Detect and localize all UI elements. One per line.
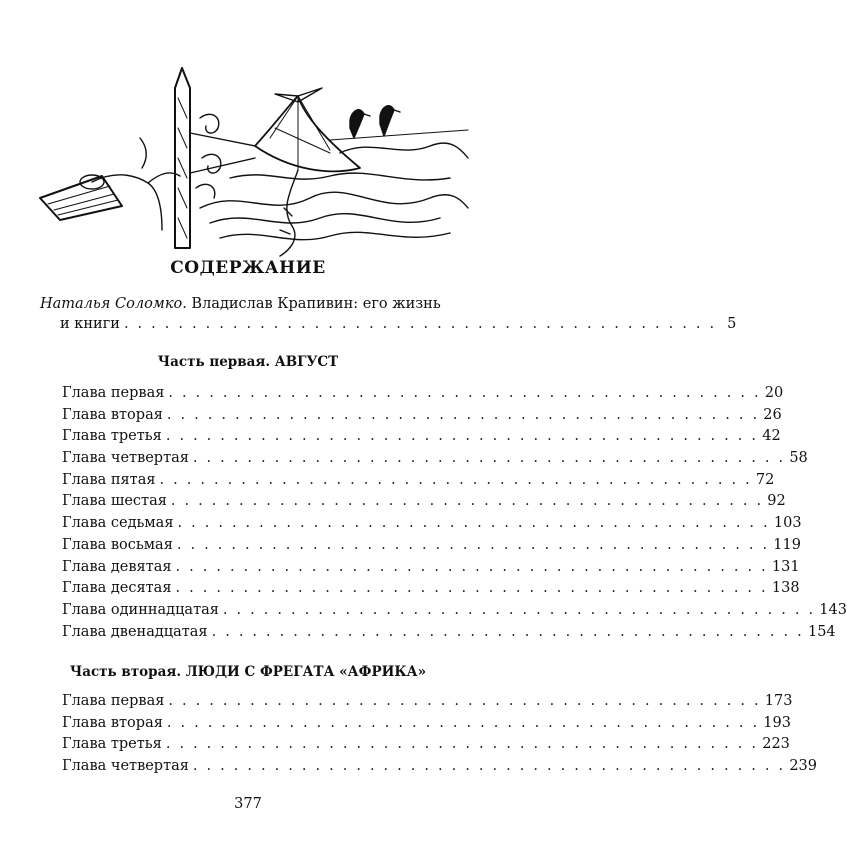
chapter-title: Глава пятая <box>62 471 156 488</box>
part-1-chapter-entry <box>62 493 786 515</box>
chapter-title: Глава вторая <box>62 714 163 731</box>
chapter-page-number: 72 <box>755 471 775 488</box>
chapter-page-number: 154 <box>807 623 836 640</box>
chapter-page-number: 26 <box>763 406 782 423</box>
intro-line-1 <box>40 292 440 316</box>
part-1-chapter-entry <box>62 623 836 646</box>
part-1-chapter-list <box>62 385 847 645</box>
part-2-chapter-entry <box>62 736 790 758</box>
page-number: 377 <box>234 796 262 812</box>
part-1-heading: Часть первая. АВГУСТ <box>157 354 339 370</box>
leader-dots: . . . . . . . . . . . . . . . . . . . . . . . . . . . . . . . . . . . . . . . . . . . . <box>170 493 764 510</box>
chapter-page-number: 143 <box>819 601 847 618</box>
part-2-chapter-list <box>62 693 817 780</box>
intro-page-number: 5 <box>727 316 737 332</box>
intro-entry <box>40 292 737 340</box>
chapter-page-number: 103 <box>773 515 802 532</box>
leader-dots: . . . . . . . . . . . . . . . . . . . . . . . . . . . . . . . . . . . . . . . . . . . . <box>165 428 759 445</box>
intro-title-continued: и книги <box>60 316 120 332</box>
leader-dots: . . . . . . . . . . . . . . . . . . . . . . . . . . . . . . . . . . . . . . . . . . . . <box>159 471 752 488</box>
chapter-title: Глава вторая <box>62 406 163 423</box>
part-2-chapter-entry <box>62 693 793 715</box>
part-1-chapter-entry <box>62 515 802 537</box>
part-1-chapter-entry <box>62 601 847 624</box>
intro-author: Наталья Соломко. <box>40 296 187 312</box>
intro-line-2 <box>40 316 737 340</box>
chapter-page-number: 138 <box>771 580 800 597</box>
chapter-title: Глава первая <box>62 385 165 401</box>
sketch-illustration-icon <box>30 58 470 258</box>
leader-dots: . . . . . . . . . . . . . . . . . . . . . . . . . . . . . . . . . . . . . . . . . . . . <box>168 385 761 401</box>
chapter-title: Глава восьмая <box>62 536 173 553</box>
chapter-page-number: 58 <box>789 450 808 467</box>
chapter-title: Глава седьмая <box>62 515 174 532</box>
intro-title-part: Владислав Крапивин: его жизнь <box>186 296 441 312</box>
leader-dots: . . . . . . . . . . . . . . . . . . . . . . . . . . . . . . . . . . . . . . . . . . . . <box>177 515 770 532</box>
chapter-page-number: 20 <box>764 385 784 401</box>
part-1-chapter-entry <box>62 450 808 472</box>
part-2-heading: Часть вторая. ЛЮДИ С ФРЕГАТА «АФРИКА» <box>69 664 427 680</box>
leader-dots: . . . . . . . . . . . . . . . . . . . . . . . . . . . . . . . . . . . . . . . . . . . . <box>175 558 768 575</box>
part-1-chapter-entry <box>62 406 782 429</box>
chapter-title: Глава десятая <box>62 580 172 597</box>
chapter-title: Глава третья <box>62 736 162 753</box>
leader-dots: . . . . . . . . . . . . . . . . . . . . . . . . . . . . . . . . . . . . . . . . . . . . <box>168 693 761 709</box>
leader-dots: . . . . . . . . . . . . . . . . . . . . . . . . . . . . . . . . . . . . . . . . . . . . <box>175 580 768 597</box>
part-1-chapter-entry <box>62 558 800 581</box>
chapter-page-number: 173 <box>764 693 793 709</box>
leader-dots: . . . . . . . . . . . . . . . . . . . . . . . . . . . . . . . . . . . . . . . . . . . . <box>166 714 760 731</box>
part-1-chapter-entry <box>62 428 781 450</box>
chapter-title: Глава шестая <box>62 493 167 510</box>
part-2-chapter-entry <box>62 714 791 737</box>
leader-dots: . . . . . . . . . . . . . . . . . . . . . . . . . . . . . . . . . . . . . . . . . . . . <box>192 758 786 775</box>
leader-dots: . . . . . . . . . . . . . . . . . . . . . . . . . . . . . . . . . . . . . . . . . . . . <box>123 316 717 332</box>
part-1-chapter-entry <box>62 580 800 602</box>
leader-dots: . . . . . . . . . . . . . . . . . . . . . . . . . . . . . . . . . . . . . . . . . . . . <box>222 601 816 618</box>
chapter-page-number: 131 <box>771 558 800 575</box>
chapter-page-number: 42 <box>762 428 781 445</box>
chapter-title: Глава двенадцатая <box>62 623 208 640</box>
chapter-page-number: 92 <box>767 493 786 510</box>
leader-dots: . . . . . . . . . . . . . . . . . . . . . . . . . . . . . . . . . . . . . . . . . . . . <box>192 450 786 467</box>
chapter-page-number: 223 <box>762 736 790 753</box>
chapter-title: Глава третья <box>62 428 162 445</box>
leader-dots: . . . . . . . . . . . . . . . . . . . . . . . . . . . . . . . . . . . . . . . . . . . . <box>166 406 760 423</box>
part-1-chapter-entry <box>62 385 784 407</box>
part-1-chapter-entry <box>62 471 775 494</box>
chapter-title: Глава четвертая <box>62 450 189 467</box>
chapter-page-number: 193 <box>763 714 791 731</box>
page-title: СОДЕРЖАНИЕ <box>170 258 326 278</box>
leader-dots: . . . . . . . . . . . . . . . . . . . . . . . . . . . . . . . . . . . . . . . . . . . . <box>176 536 770 553</box>
part-2-chapter-entry <box>62 758 817 780</box>
part-1-chapter-entry <box>62 536 801 559</box>
chapter-page-number: 119 <box>773 536 801 553</box>
chapter-title: Глава одиннадцатая <box>62 601 219 618</box>
leader-dots: . . . . . . . . . . . . . . . . . . . . . . . . . . . . . . . . . . . . . . . . . . . . <box>211 623 804 640</box>
chapter-title: Глава девятая <box>62 558 172 575</box>
chapter-page-number: 239 <box>789 758 817 775</box>
leader-dots: . . . . . . . . . . . . . . . . . . . . . . . . . . . . . . . . . . . . . . . . . . . . <box>165 736 759 753</box>
chapter-title: Глава четвертая <box>62 758 189 775</box>
chapter-title: Глава первая <box>62 693 165 709</box>
